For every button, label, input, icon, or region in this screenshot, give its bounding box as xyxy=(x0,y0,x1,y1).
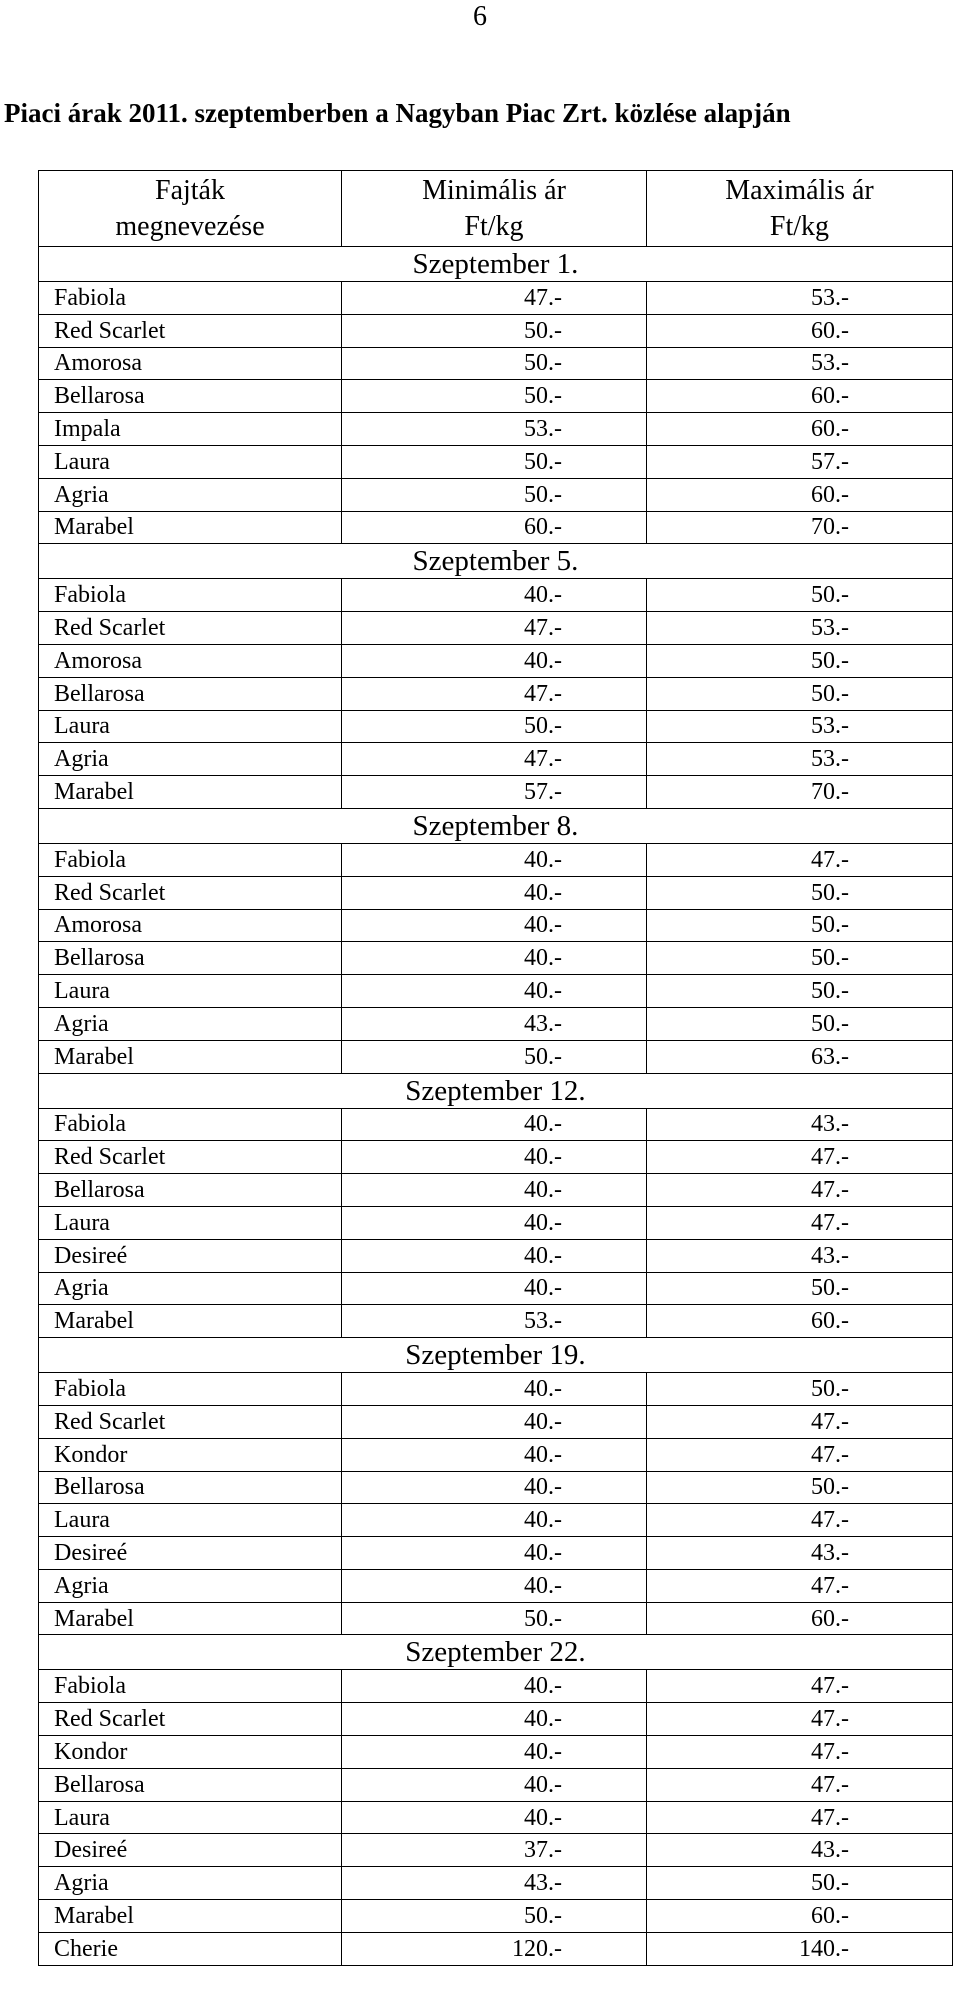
min-price: 40.- xyxy=(342,1768,647,1801)
variety-name: Marabel xyxy=(39,1900,342,1933)
section-date: Szeptember 8. xyxy=(39,808,953,843)
max-price: 43.- xyxy=(647,1239,953,1272)
max-price: 50.- xyxy=(647,1373,953,1406)
table-row xyxy=(39,710,953,743)
variety-name: Bellarosa xyxy=(39,1768,342,1801)
table-row xyxy=(39,843,953,876)
section-date: Szeptember 22. xyxy=(39,1635,953,1670)
max-price: 47.- xyxy=(647,1703,953,1736)
table-row xyxy=(39,1305,953,1338)
variety-name: Fabiola xyxy=(39,1670,342,1703)
min-price: 40.- xyxy=(342,1239,647,1272)
table-row xyxy=(39,743,953,776)
table-row xyxy=(39,1141,953,1174)
max-price: 50.- xyxy=(647,579,953,612)
max-price: 60.- xyxy=(647,413,953,446)
table-row xyxy=(39,1438,953,1471)
variety-name: Fabiola xyxy=(39,282,342,315)
table-row xyxy=(39,282,953,315)
table-row xyxy=(39,511,953,544)
min-price: 50.- xyxy=(342,445,647,478)
table-row xyxy=(39,1405,953,1438)
header-min-price xyxy=(342,171,647,247)
max-price: 53.- xyxy=(647,282,953,315)
max-price: 60.- xyxy=(647,1900,953,1933)
table-row xyxy=(39,1569,953,1602)
max-price: 47.- xyxy=(647,1174,953,1207)
table-row xyxy=(39,1736,953,1769)
table-row xyxy=(39,1537,953,1570)
table-row xyxy=(39,1040,953,1073)
table-row xyxy=(39,1174,953,1207)
variety-name: Marabel xyxy=(39,1602,342,1635)
min-price: 120.- xyxy=(342,1932,647,1965)
max-price: 50.- xyxy=(647,1272,953,1305)
table-row xyxy=(39,1867,953,1900)
max-price: 70.- xyxy=(647,511,953,544)
max-price: 47.- xyxy=(647,1206,953,1239)
max-price: 53.- xyxy=(647,710,953,743)
max-price: 47.- xyxy=(647,843,953,876)
variety-name: Fabiola xyxy=(39,843,342,876)
table-row xyxy=(39,1471,953,1504)
section-date: Szeptember 5. xyxy=(39,544,953,579)
min-price: 40.- xyxy=(342,1537,647,1570)
header-row xyxy=(39,171,953,247)
variety-name: Cherie xyxy=(39,1932,342,1965)
min-price: 50.- xyxy=(342,710,647,743)
table-row xyxy=(39,612,953,645)
table-row xyxy=(39,975,953,1008)
date-row xyxy=(39,1073,953,1108)
table-row xyxy=(39,776,953,809)
max-price: 47.- xyxy=(647,1141,953,1174)
min-price: 40.- xyxy=(342,909,647,942)
variety-name: Amorosa xyxy=(39,644,342,677)
max-price: 47.- xyxy=(647,1801,953,1834)
price-table-body xyxy=(39,247,953,1966)
table-row xyxy=(39,1272,953,1305)
min-price: 40.- xyxy=(342,1670,647,1703)
min-price: 50.- xyxy=(342,1602,647,1635)
min-price: 50.- xyxy=(342,380,647,413)
max-price: 43.- xyxy=(647,1108,953,1141)
table-row xyxy=(39,1801,953,1834)
min-price: 50.- xyxy=(342,314,647,347)
max-price: 53.- xyxy=(647,612,953,645)
variety-name: Laura xyxy=(39,1504,342,1537)
price-table xyxy=(38,170,953,1966)
min-price: 40.- xyxy=(342,876,647,909)
min-price: 60.- xyxy=(342,511,647,544)
variety-name: Red Scarlet xyxy=(39,1405,342,1438)
table-row xyxy=(39,677,953,710)
min-price: 43.- xyxy=(342,1867,647,1900)
max-price: 43.- xyxy=(647,1537,953,1570)
table-row xyxy=(39,1108,953,1141)
header-variety-line2: megnevezése xyxy=(115,210,265,242)
min-price: 40.- xyxy=(342,1471,647,1504)
variety-name: Red Scarlet xyxy=(39,1703,342,1736)
table-row xyxy=(39,1602,953,1635)
min-price: 47.- xyxy=(342,677,647,710)
min-price: 40.- xyxy=(342,1373,647,1406)
min-price: 50.- xyxy=(342,1040,647,1073)
table-row xyxy=(39,1932,953,1965)
min-price: 40.- xyxy=(342,644,647,677)
table-row xyxy=(39,1900,953,1933)
table-row xyxy=(39,1373,953,1406)
date-row xyxy=(39,247,953,282)
max-price: 50.- xyxy=(647,909,953,942)
min-price: 37.- xyxy=(342,1834,647,1867)
variety-name: Laura xyxy=(39,710,342,743)
min-price: 40.- xyxy=(342,843,647,876)
variety-name: Laura xyxy=(39,1206,342,1239)
max-price: 60.- xyxy=(647,314,953,347)
variety-name: Red Scarlet xyxy=(39,612,342,645)
max-price: 50.- xyxy=(647,677,953,710)
variety-name: Bellarosa xyxy=(39,1174,342,1207)
table-row xyxy=(39,1768,953,1801)
max-price: 60.- xyxy=(647,1602,953,1635)
table-row xyxy=(39,380,953,413)
max-price: 43.- xyxy=(647,1834,953,1867)
min-price: 53.- xyxy=(342,1305,647,1338)
table-row xyxy=(39,1834,953,1867)
min-price: 40.- xyxy=(342,1801,647,1834)
variety-name: Agria xyxy=(39,1007,342,1040)
max-price: 47.- xyxy=(647,1736,953,1769)
min-price: 40.- xyxy=(342,1272,647,1305)
min-price: 40.- xyxy=(342,1703,647,1736)
date-row xyxy=(39,544,953,579)
header-variety xyxy=(39,171,342,247)
max-price: 60.- xyxy=(647,1305,953,1338)
max-price: 70.- xyxy=(647,776,953,809)
max-price: 53.- xyxy=(647,743,953,776)
table-row xyxy=(39,1670,953,1703)
max-price: 47.- xyxy=(647,1405,953,1438)
min-price: 40.- xyxy=(342,942,647,975)
table-row xyxy=(39,347,953,380)
page-number: 6 xyxy=(473,1,487,32)
min-price: 50.- xyxy=(342,1900,647,1933)
min-price: 47.- xyxy=(342,743,647,776)
max-price: 50.- xyxy=(647,1007,953,1040)
table-row xyxy=(39,876,953,909)
min-price: 57.- xyxy=(342,776,647,809)
table-row xyxy=(39,1206,953,1239)
max-price: 47.- xyxy=(647,1768,953,1801)
variety-name: Amorosa xyxy=(39,909,342,942)
min-price: 40.- xyxy=(342,1141,647,1174)
table-row xyxy=(39,942,953,975)
variety-name: Kondor xyxy=(39,1736,342,1769)
table-row xyxy=(39,909,953,942)
max-price: 60.- xyxy=(647,380,953,413)
variety-name: Laura xyxy=(39,445,342,478)
max-price: 140.- xyxy=(647,1932,953,1965)
min-price: 50.- xyxy=(342,347,647,380)
variety-name: Marabel xyxy=(39,1305,342,1338)
section-date: Szeptember 19. xyxy=(39,1338,953,1373)
date-row xyxy=(39,1338,953,1373)
section-date: Szeptember 1. xyxy=(39,247,953,282)
variety-name: Kondor xyxy=(39,1438,342,1471)
max-price: 50.- xyxy=(647,975,953,1008)
header-max-line2: Ft/kg xyxy=(769,210,830,242)
variety-name: Impala xyxy=(39,413,342,446)
table-row xyxy=(39,1007,953,1040)
max-price: 47.- xyxy=(647,1438,953,1471)
min-price: 40.- xyxy=(342,1569,647,1602)
table-row xyxy=(39,413,953,446)
header-min-line2: Ft/kg xyxy=(464,210,524,242)
min-price: 40.- xyxy=(342,1504,647,1537)
date-row xyxy=(39,808,953,843)
variety-name: Laura xyxy=(39,1801,342,1834)
section-date: Szeptember 12. xyxy=(39,1073,953,1108)
variety-name: Fabiola xyxy=(39,579,342,612)
min-price: 43.- xyxy=(342,1007,647,1040)
table-row xyxy=(39,644,953,677)
variety-name: Red Scarlet xyxy=(39,314,342,347)
min-price: 40.- xyxy=(342,1108,647,1141)
variety-name: Agria xyxy=(39,478,342,511)
max-price: 60.- xyxy=(647,478,953,511)
price-table-header xyxy=(39,171,953,247)
min-price: 40.- xyxy=(342,1736,647,1769)
min-price: 40.- xyxy=(342,1405,647,1438)
variety-name: Agria xyxy=(39,1569,342,1602)
min-price: 53.- xyxy=(342,413,647,446)
variety-name: Laura xyxy=(39,975,342,1008)
min-price: 40.- xyxy=(342,1206,647,1239)
min-price: 47.- xyxy=(342,612,647,645)
max-price: 47.- xyxy=(647,1670,953,1703)
max-price: 63.- xyxy=(647,1040,953,1073)
table-row xyxy=(39,314,953,347)
header-max-line1: Maximális ár xyxy=(725,174,874,206)
variety-name: Desireé xyxy=(39,1834,342,1867)
variety-name: Marabel xyxy=(39,776,342,809)
max-price: 47.- xyxy=(647,1504,953,1537)
variety-name: Desireé xyxy=(39,1239,342,1272)
variety-name: Amorosa xyxy=(39,347,342,380)
table-row xyxy=(39,1504,953,1537)
max-price: 47.- xyxy=(647,1569,953,1602)
date-row xyxy=(39,1635,953,1670)
max-price: 57.- xyxy=(647,445,953,478)
variety-name: Desireé xyxy=(39,1537,342,1570)
table-row xyxy=(39,478,953,511)
variety-name: Red Scarlet xyxy=(39,1141,342,1174)
variety-name: Bellarosa xyxy=(39,677,342,710)
page-title: Piaci árak 2011. szeptemberben a Nagyban Piac Zrt. közlése alapján xyxy=(4,98,791,128)
header-min-line1: Minimális ár xyxy=(422,174,566,206)
header-max-price xyxy=(647,171,953,247)
variety-name: Fabiola xyxy=(39,1373,342,1406)
min-price: 40.- xyxy=(342,579,647,612)
table-row xyxy=(39,1703,953,1736)
table-row xyxy=(39,445,953,478)
variety-name: Bellarosa xyxy=(39,380,342,413)
max-price: 50.- xyxy=(647,876,953,909)
max-price: 53.- xyxy=(647,347,953,380)
max-price: 50.- xyxy=(647,644,953,677)
variety-name: Agria xyxy=(39,743,342,776)
variety-name: Fabiola xyxy=(39,1108,342,1141)
variety-name: Marabel xyxy=(39,1040,342,1073)
table-row xyxy=(39,579,953,612)
table-row xyxy=(39,1239,953,1272)
min-price: 40.- xyxy=(342,1174,647,1207)
variety-name: Marabel xyxy=(39,511,342,544)
variety-name: Bellarosa xyxy=(39,1471,342,1504)
min-price: 40.- xyxy=(342,975,647,1008)
variety-name: Bellarosa xyxy=(39,942,342,975)
max-price: 50.- xyxy=(647,942,953,975)
variety-name: Agria xyxy=(39,1272,342,1305)
min-price: 40.- xyxy=(342,1438,647,1471)
header-variety-line1: Fajták xyxy=(155,174,225,206)
max-price: 50.- xyxy=(647,1867,953,1900)
min-price: 50.- xyxy=(342,478,647,511)
min-price: 47.- xyxy=(342,282,647,315)
max-price: 50.- xyxy=(647,1471,953,1504)
variety-name: Agria xyxy=(39,1867,342,1900)
variety-name: Red Scarlet xyxy=(39,876,342,909)
